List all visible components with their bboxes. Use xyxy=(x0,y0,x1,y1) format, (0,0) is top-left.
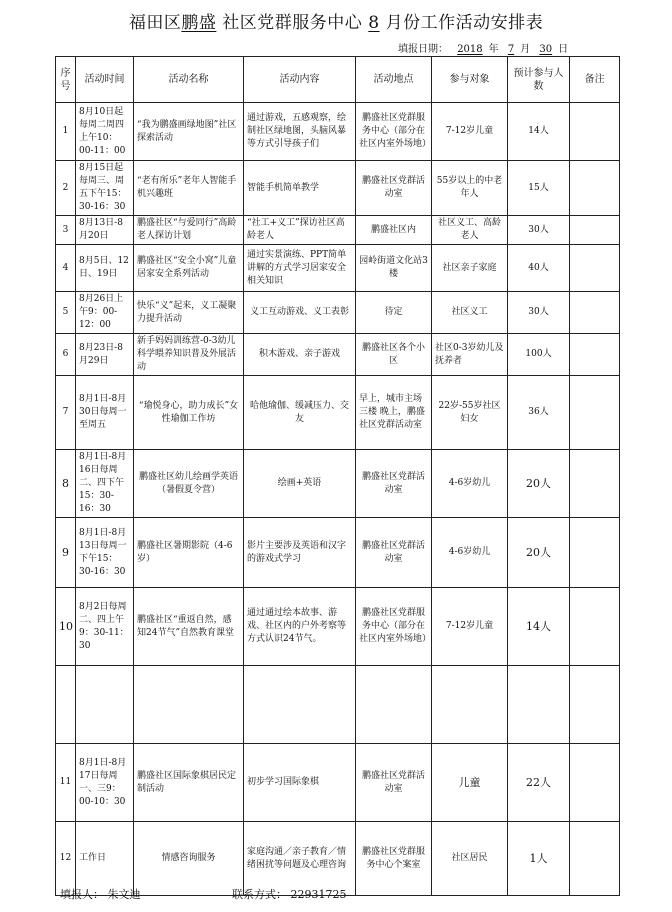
header-audience: 参与对象 xyxy=(432,57,508,103)
table-row xyxy=(56,822,620,896)
cell-name: “老有所乐”老年人智能手机兴趣班 xyxy=(134,161,244,216)
cell-count: 40人 xyxy=(508,245,570,292)
fill-date-day: 30 xyxy=(539,44,553,55)
cell-content: 通过游戏，五感观察，绘制社区绿地图，头脑风暴等方式引导孩子们 xyxy=(244,103,356,161)
fill-date-label: 填报日期： xyxy=(398,44,448,55)
fill-date-year: 2018 xyxy=(457,44,483,55)
cell-empty xyxy=(570,666,620,744)
cell-note xyxy=(570,518,620,588)
cell-content: “社工+义工”探访社区高龄老人 xyxy=(244,216,356,245)
cell-count: 36人 xyxy=(508,376,570,450)
cell-seq: 7 xyxy=(56,376,76,450)
cell-note xyxy=(570,161,620,216)
header-note: 备注 xyxy=(570,57,620,103)
cell-empty xyxy=(508,666,570,744)
cell-empty xyxy=(356,666,432,744)
cell-note xyxy=(570,450,620,518)
cell-note xyxy=(570,103,620,161)
table-row xyxy=(56,334,620,376)
title-middle: 社区党群服务中心 xyxy=(222,13,363,33)
cell-note xyxy=(570,376,620,450)
cell-audience: 7-12岁儿童 xyxy=(432,103,508,161)
cell-note xyxy=(570,216,620,245)
header-seq: 序号 xyxy=(56,57,76,103)
table-row xyxy=(56,376,620,450)
cell-time: 8月10日起每周二周四上午10：00-11：00 xyxy=(76,103,134,161)
cell-time: 8月1日-8月13日每周一下午15：30-16：30 xyxy=(76,518,134,588)
cell-time: 8月2日每周二、四上午9：30-11：30 xyxy=(76,588,134,666)
cell-audience: 4-6岁幼儿 xyxy=(432,450,508,518)
cell-time: 工作日 xyxy=(76,822,134,896)
cell-name: 鹏盛社区国际象棋居民定制活动 xyxy=(134,744,244,822)
header-content: 活动内容 xyxy=(244,57,356,103)
contact-number: 22931725 xyxy=(290,888,347,901)
cell-seq: 6 xyxy=(56,334,76,376)
cell-count: 30人 xyxy=(508,292,570,334)
cell-audience: 社区0-3岁幼儿及抚养者 xyxy=(432,334,508,376)
cell-count: 20人 xyxy=(508,518,570,588)
cell-place: 鹏盛社区党群服务中心（部分在社区内室外场地） xyxy=(356,103,432,161)
table-row xyxy=(56,518,620,588)
cell-place: 早上，城市主场三楼 晚上，鹏盛社区党群活动室 xyxy=(356,376,432,450)
filler-label: 填报人： xyxy=(60,888,104,901)
table-row xyxy=(56,292,620,334)
cell-name: 鹏盛社区“安全小窝”儿童居家安全系列活动 xyxy=(134,245,244,292)
cell-name: 新手妈妈训练营-0-3幼儿科学喂养知识普及外展活动 xyxy=(134,334,244,376)
table-header-row xyxy=(56,57,620,103)
cell-seq: 10 xyxy=(56,588,76,666)
cell-time: 8月23日-8月29日 xyxy=(76,334,134,376)
cell-empty xyxy=(134,666,244,744)
cell-count: 14人 xyxy=(508,588,570,666)
cell-seq: 12 xyxy=(56,822,76,896)
cell-empty xyxy=(76,666,134,744)
header-time: 活动时间 xyxy=(76,57,134,103)
cell-note xyxy=(570,744,620,822)
fill-date-month-unit: 月 xyxy=(520,44,531,55)
cell-audience: 社区居民 xyxy=(432,822,508,896)
cell-count: 1人 xyxy=(508,822,570,896)
cell-name: 情感咨询服务 xyxy=(134,822,244,896)
cell-place: 鹏盛社区党群服务中心个案室 xyxy=(356,822,432,896)
cell-empty xyxy=(244,666,356,744)
header-count: 预计参与人数 xyxy=(508,57,570,103)
cell-time: 8月1日-8月17日每周一、三9：00-10：30 xyxy=(76,744,134,822)
cell-note xyxy=(570,334,620,376)
cell-place: 鹏盛社区党群服务中心（部分在社区内室外场地） xyxy=(356,588,432,666)
filler-info xyxy=(60,886,141,902)
cell-time: 8月1日-8月30日每周一至周五 xyxy=(76,376,134,450)
table-row xyxy=(56,161,620,216)
table-row xyxy=(56,216,620,245)
header-name: 活动名称 xyxy=(134,57,244,103)
cell-content: 哈他瑜伽、缓减压力、交友 xyxy=(244,376,356,450)
cell-place: 鹏盛社区党群活动室 xyxy=(356,450,432,518)
cell-audience: 儿童 xyxy=(432,744,508,822)
cell-audience: 55岁以上的中老年人 xyxy=(432,161,508,216)
cell-audience: 22岁-55岁社区妇女 xyxy=(432,376,508,450)
cell-content: 通过通过绘本故事、游戏、社区内的户外考察等方式认识24节气。 xyxy=(244,588,356,666)
cell-name: 鹏盛社区“重返自然，感知24节气”自然教育课堂 xyxy=(134,588,244,666)
table-row xyxy=(56,588,620,666)
cell-seq: 5 xyxy=(56,292,76,334)
cell-time: 8月26日上午9：00-12：00 xyxy=(76,292,134,334)
cell-name: “我为鹏盛画绿地图”社区探索活动 xyxy=(134,103,244,161)
page-title xyxy=(0,8,672,33)
fill-date xyxy=(398,40,568,55)
cell-name: 鹏盛社区“与爱同行”高龄老人探访计划 xyxy=(134,216,244,245)
cell-place: 待定 xyxy=(356,292,432,334)
cell-name: 鹏盛社区暑期影院（4-6岁） xyxy=(134,518,244,588)
cell-count: 100人 xyxy=(508,334,570,376)
table-row xyxy=(56,744,620,822)
fill-date-day-unit: 日 xyxy=(558,44,569,55)
cell-name: “瑜悦身心，助力成长”女性瑜伽工作坊 xyxy=(134,376,244,450)
cell-place: 鹏盛社区党群活动室 xyxy=(356,161,432,216)
cell-name: 鹏盛社区幼儿绘画学英语（暑假夏令营） xyxy=(134,450,244,518)
cell-audience: 社区义工、高龄老人 xyxy=(432,216,508,245)
cell-audience: 4-6岁幼儿 xyxy=(432,518,508,588)
contact-info xyxy=(232,886,347,902)
cell-content: 影片主要涉及英语和汉字的游戏式学习 xyxy=(244,518,356,588)
title-district: 鹏盛 xyxy=(181,13,217,33)
cell-note xyxy=(570,292,620,334)
table-row xyxy=(56,103,620,161)
cell-place: 鹏盛社区党群活动室 xyxy=(356,518,432,588)
cell-name: 快乐“义”起来，义工凝聚力提升活动 xyxy=(134,292,244,334)
table-row xyxy=(56,245,620,292)
cell-place: 鹏盛社区党群活动室 xyxy=(356,744,432,822)
cell-count: 14人 xyxy=(508,103,570,161)
title-suffix: 月份工作活动安排表 xyxy=(385,13,544,33)
cell-content: 义工互动游戏、义工表彰 xyxy=(244,292,356,334)
cell-count: 22人 xyxy=(508,744,570,822)
cell-content: 绘画+英语 xyxy=(244,450,356,518)
contact-label: 联系方式： xyxy=(232,888,287,901)
fill-date-year-unit: 年 xyxy=(488,44,499,55)
cell-count: 15人 xyxy=(508,161,570,216)
cell-seq: 11 xyxy=(56,744,76,822)
cell-audience: 社区亲子家庭 xyxy=(432,245,508,292)
table-row xyxy=(56,450,620,518)
header-place: 活动地点 xyxy=(356,57,432,103)
cell-empty xyxy=(56,666,76,744)
cell-audience: 社区义工 xyxy=(432,292,508,334)
cell-time: 8月1日-8月16日每周二、四下午15：30-16：30 xyxy=(76,450,134,518)
cell-seq: 4 xyxy=(56,245,76,292)
table-row-empty xyxy=(56,666,620,744)
cell-note xyxy=(570,822,620,896)
cell-time: 8月15日起每周三、周五下午15：30-16：30 xyxy=(76,161,134,216)
cell-content: 智能手机简单教学 xyxy=(244,161,356,216)
title-prefix: 福田区 xyxy=(128,13,182,33)
cell-note xyxy=(570,245,620,292)
cell-content: 家庭沟通／亲子教育／情绪困扰等问题及心理咨询 xyxy=(244,822,356,896)
cell-content: 积木游戏、亲子游戏 xyxy=(244,334,356,376)
cell-time: 8月13日-8月20日 xyxy=(76,216,134,245)
fill-date-month: 7 xyxy=(507,44,515,55)
cell-count: 20人 xyxy=(508,450,570,518)
cell-empty xyxy=(432,666,508,744)
cell-place: 园岭街道文化站3楼 xyxy=(356,245,432,292)
cell-seq: 3 xyxy=(56,216,76,245)
filler-name: 朱文迪 xyxy=(107,888,141,901)
cell-audience: 7-12岁儿童 xyxy=(432,588,508,666)
activity-table xyxy=(55,56,620,896)
cell-seq: 9 xyxy=(56,518,76,588)
cell-content: 通过实景演练、PPT简单讲解的方式学习居家安全相关知识 xyxy=(244,245,356,292)
cell-seq: 1 xyxy=(56,103,76,161)
cell-place: 鹏盛社区内 xyxy=(356,216,432,245)
cell-count: 30人 xyxy=(508,216,570,245)
cell-time: 8月5日、12日、19日 xyxy=(76,245,134,292)
cell-seq: 2 xyxy=(56,161,76,216)
cell-place: 鹏盛社区各个小区 xyxy=(356,334,432,376)
cell-note xyxy=(570,588,620,666)
cell-seq: 8 xyxy=(56,450,76,518)
cell-content: 初步学习国际象棋 xyxy=(244,744,356,822)
title-month: 8 xyxy=(368,13,380,33)
